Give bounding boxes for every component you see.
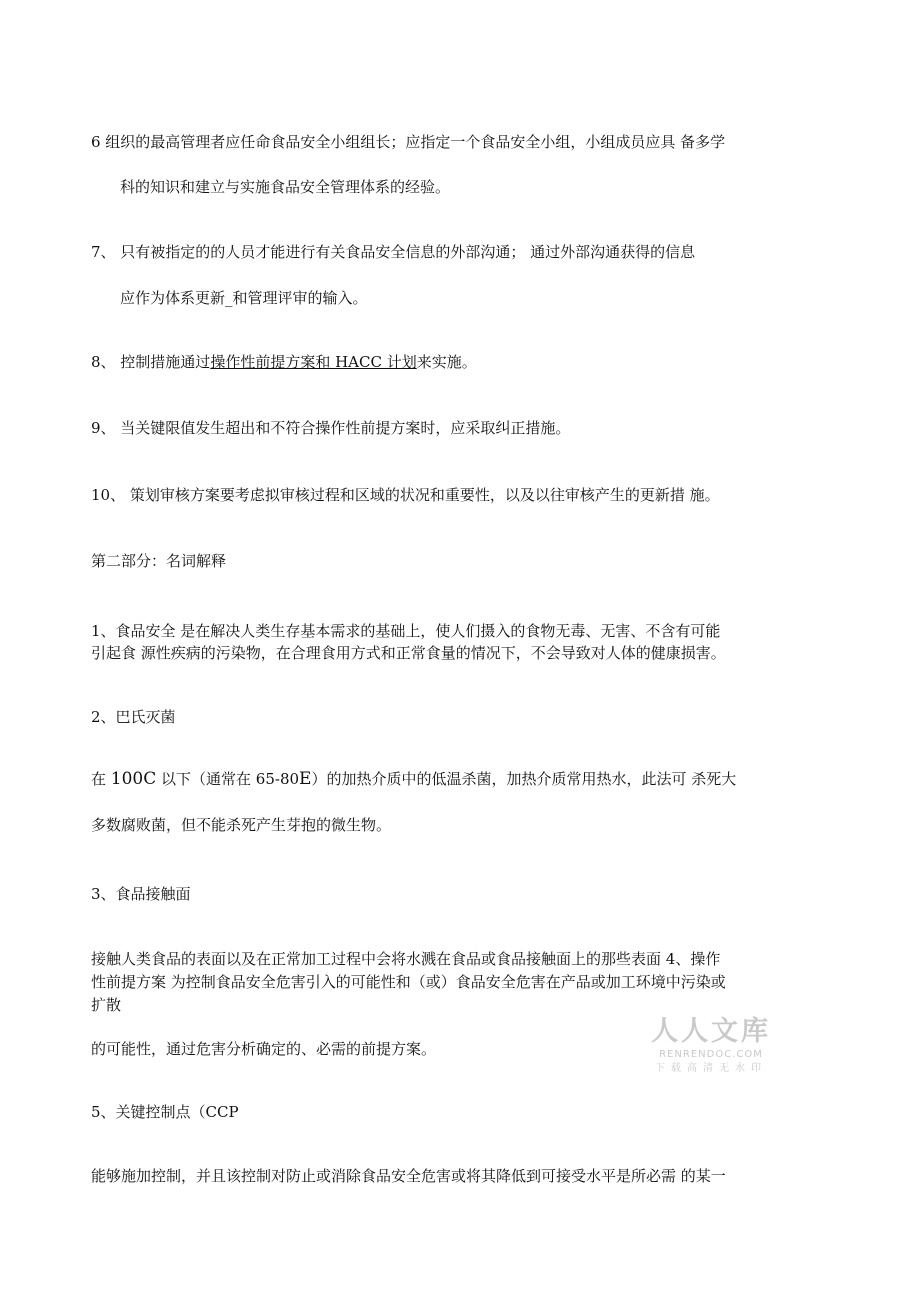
definition-2-line-1 [91, 769, 736, 789]
definition-3-line-1: 接触人类食品的表面以及在正常加工过程中会将水溅在食品或食品接触面上的那些表面 4、操作 [91, 950, 721, 968]
definition-1-line-2: 引起食 源性疾病的污染物，在合理食用方式和正常食量的情况下，不会导致对人体的健康损害。 [91, 644, 726, 662]
item-8-prefix: 8、 控制措施通过 [91, 353, 211, 371]
definition-3-line-2: 性前提方案 为控制食品安全危害引入的可能性和（或）食品安全危害在产品或加工环境中污染或 [91, 973, 726, 991]
item-8 [91, 352, 477, 372]
item-7-line-2: 应作为体系更新_和管理评审的输入。 [120, 289, 368, 307]
definition-2-text-e: ）的加热介质中的低温杀菌，加热介质常用热水，此法可 杀死大 [311, 770, 737, 788]
definition-3-line-4: 的可能性，通过危害分析确定的、必需的前提方案。 [91, 1040, 437, 1058]
watermark-logo [646, 1016, 776, 1076]
definition-2-text-c: 以下（通常在 65-80 [156, 770, 300, 788]
item-8-suffix: 来实施。 [416, 353, 477, 371]
definition-2-unit-e: E [299, 769, 312, 789]
watermark-subtitle: 下载高清无水印 [655, 1063, 767, 1074]
definition-2-text-a: 在 [91, 770, 111, 788]
item-8-underlined-text: 操作性前提方案和 HACC 计划 [210, 353, 417, 371]
definition-5-line-1: 能够施加控制，并且该控制对防止或消除食品安全危害或将其降低到可接受水平是所必需 的某一 [91, 1167, 726, 1185]
watermark-url: RENRENDOC.COM [659, 1049, 763, 1060]
section-2-heading: 第二部分：名词解释 [91, 552, 227, 570]
definition-3-line-3: 扩散 [91, 996, 122, 1014]
watermark-title: 人人文库 [651, 1016, 771, 1047]
item-10: 10、 策划审核方案要考虑拟审核过程和区域的状况和重要性，以及以往审核产生的更新措 施。 [91, 486, 720, 504]
definition-2-temperature-100c: 100C [110, 769, 157, 789]
definition-3-heading: 3、食品接触面 [91, 885, 191, 903]
item-6-line-2: 科的知识和建立与实施食品安全管理体系的经验。 [120, 178, 451, 196]
item-6-line-1: 6 组织的最高管理者应任命食品安全小组组长；应指定一个食品安全小组，小组成员应具 备多学 [91, 133, 726, 151]
item-7-line-1: 7、 只有被指定的的人员才能进行有关食品安全信息的外部沟通； 通过外部沟通获得的信息 [91, 243, 696, 261]
definition-2-heading: 2、巴氏灭菌 [91, 708, 176, 726]
definition-2-line-2: 多数腐败菌，但不能杀死产生芽抱的微生物。 [91, 816, 392, 834]
definition-1-line-1: 1、食品安全 是在解决人类生存基本需求的基础上，使人们摄入的食物无毒、无害、不含有可能 [91, 622, 721, 640]
item-9: 9、 当关键限值发生超出和不符合操作性前提方案时，应采取纠正措施。 [91, 419, 571, 437]
definition-5-heading: 5、关键控制点（CCP [91, 1103, 239, 1121]
